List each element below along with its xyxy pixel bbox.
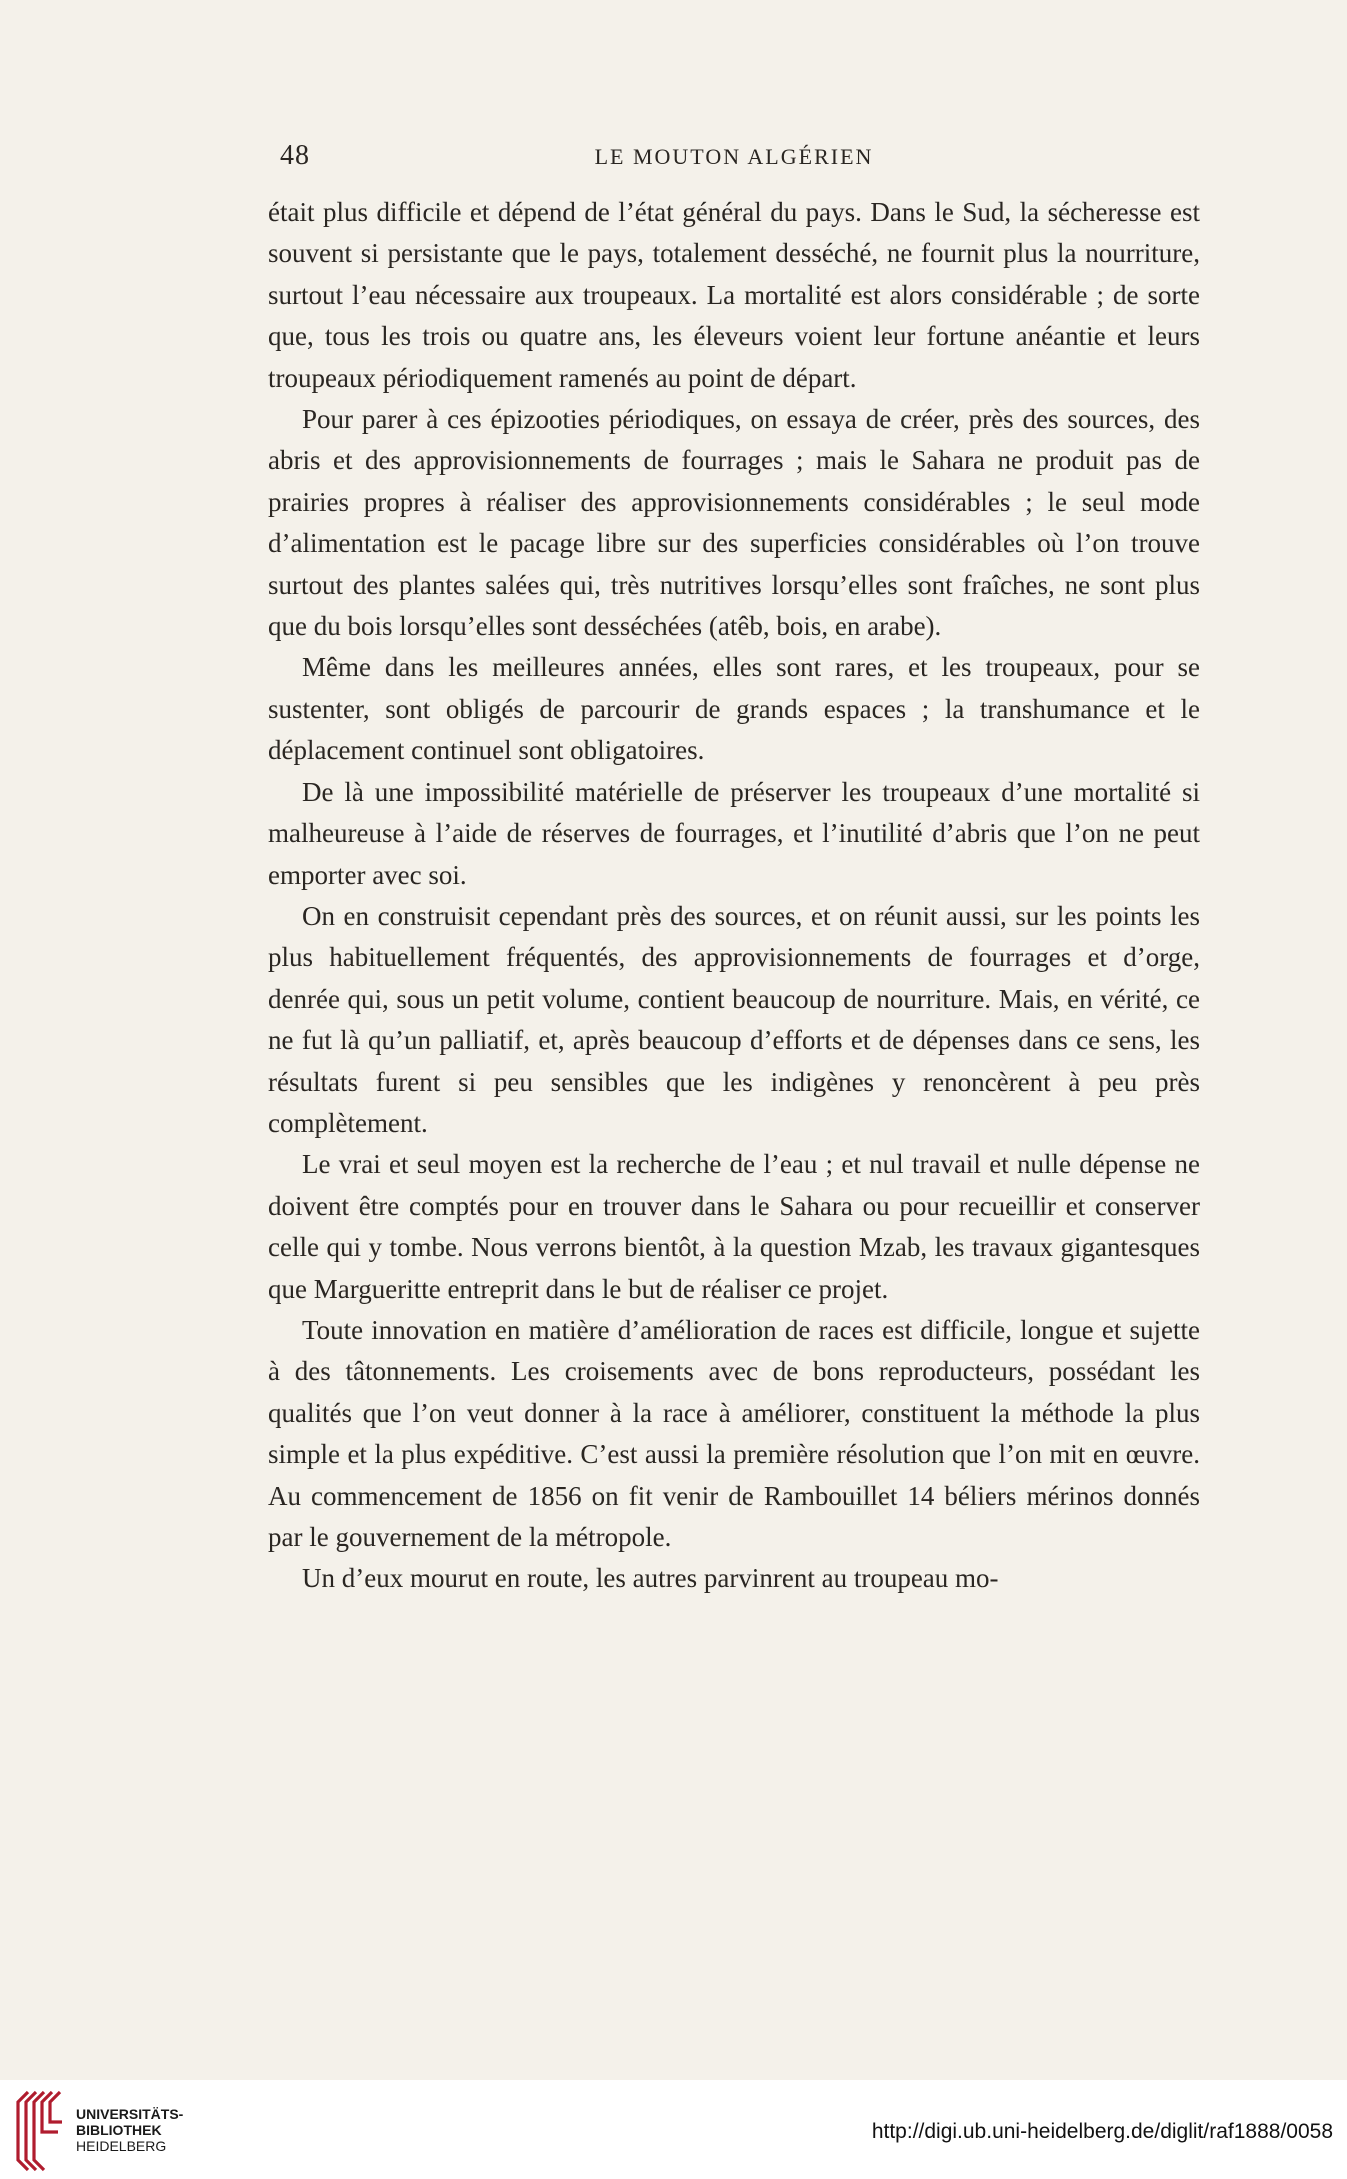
- paragraph: était plus difficile et dépend de l’état général du pays. Dans le Sud, la sécheresse est souvent si persistante que le pays, totalement desséché, ne fournit plus la nourriture, surtout l’eau nécessaire aux troupeaux. La mortalité est alors considérable ; de sorte que, tous les trois ou quatre ans, les éleveurs voient leur fortune anéantie et leurs troupeaux périodiquement ramenés au point de départ.: [268, 197, 1200, 393]
- paragraph: De là une impossibilité matérielle de préserver les troupeaux d’une mortalité si malheureuse à l’aide de réserves de fourrages, et l’inutilité d’abris que l’on ne peut emporter avec soi.: [268, 776, 1200, 890]
- paragraph: Un d’eux mourut en route, les autres parvinrent au troupeau mo-: [302, 1563, 999, 1594]
- library-name-line: UNIVERSITÄTS-: [76, 2106, 184, 2122]
- paragraph: On en construisit cependant près des sources, et on réunit aussi, sur les points les plus habituellement fréquentés, des approvisionnements de fourrages et d’orge, denrée qui, sous un petit volume, contient beaucoup de nourriture. Mais, en vérité, ce ne fut là qu’un palliatif, et, après beaucoup d’efforts et de dépenses dans ce sens, les résultats furent si peu sensibles que les indigènes y renoncèrent à peu près complètement.: [268, 900, 1200, 1138]
- paragraph: Toute innovation en matière d’amélioration de races est difficile, longue et sujette à des tâtonnements. Les croisements avec de bons reproducteurs, possédant les qualités que l’on veut donner à la race à améliorer, constituent la méthode la plus simple et la plus expéditive. C’est aussi la première résolution que l’on mit en œuvre. Au commencement de 1856 on fit venir de Rambouillet 14 béliers mérinos donnés par le gouvernement de la métropole.: [268, 1314, 1200, 1552]
- body-text: [268, 192, 1200, 1600]
- page-number: 48: [280, 140, 310, 171]
- heidelberg-library-logo-icon: [14, 2088, 66, 2172]
- permalink-url[interactable]: http://digi.ub.uni-heidelberg.de/diglit/raf1888/0058: [871, 2120, 1333, 2143]
- library-name-line: HEIDELBERG: [76, 2138, 167, 2154]
- paragraph: Pour parer à ces épizooties périodiques, on essaya de créer, près des sources, des abris et des approvisionnements de fourrages ; mais le Sahara ne produit pas de prairies propres à réaliser des approvisionnements considérables ; le seul mode d’alimentation est le pacage libre sur des superficies considérables où l’on trouve surtout des plantes salées qui, très nutritives lorsqu’elles sont fraîches, ne sont plus que du bois lorsqu’elles sont desséchées (atêb, bois, en arabe).: [268, 404, 1200, 642]
- library-name: [76, 2106, 183, 2154]
- page-header: [268, 140, 1200, 180]
- paragraph: Le vrai et seul moyen est la recherche de l’eau ; et nul travail et nulle dépense ne doivent être comptés pour en trouver dans le Sahara ou pour recueillir et conserver celle qui y tombe. Nous verrons bientôt, à la question Mzab, les travaux gigantesques que Margueritte entreprit dans le but de réaliser ce projet.: [268, 1149, 1200, 1304]
- paragraph: Même dans les meilleures années, elles sont rares, et les troupeaux, pour se sustenter, sont obligés de parcourir de grands espaces ; la transhumance et le déplacement continuel sont obligatoires.: [268, 652, 1200, 766]
- library-name-line: BIBLIOTHEK: [76, 2122, 162, 2138]
- running-title: LE MOUTON ALGÉRIEN: [594, 144, 874, 169]
